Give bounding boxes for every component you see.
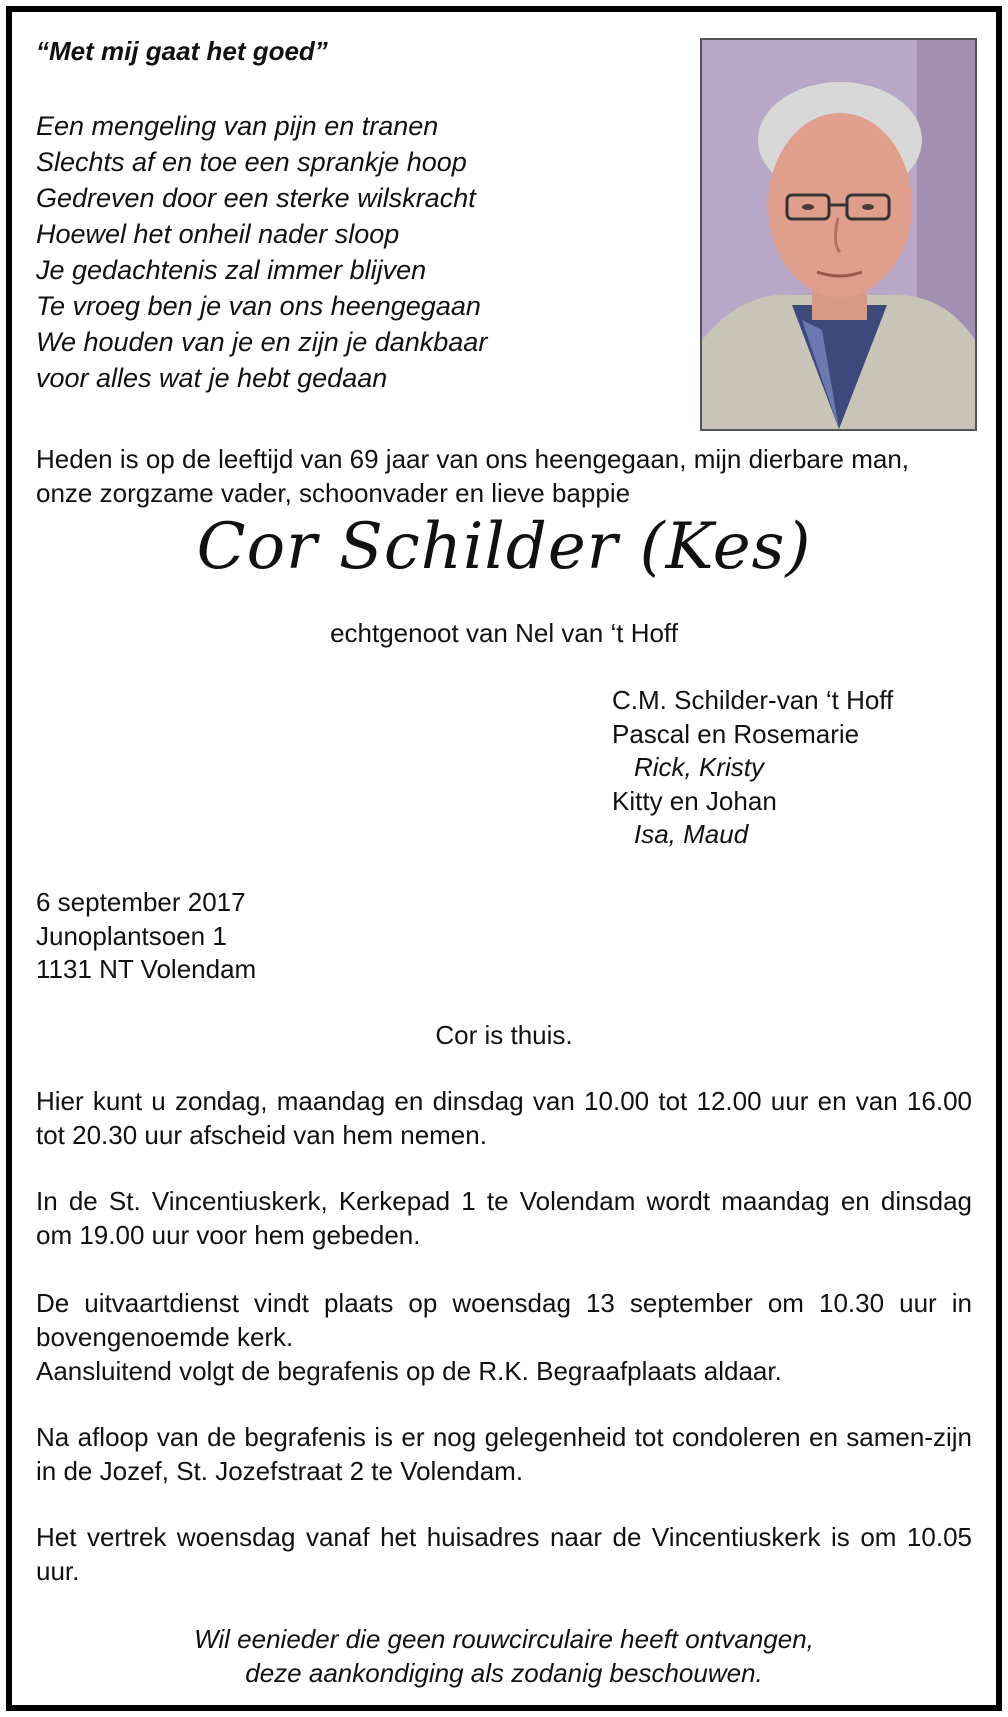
poem-line: We houden van je en zijn je dankbaar xyxy=(36,327,488,357)
poem-line: Je gedachtenis zal immer blijven xyxy=(36,255,427,285)
family-member: Pascal en Rosemarie xyxy=(612,718,860,749)
family-member: C.M. Schilder-van ‘t Hoff xyxy=(612,685,894,715)
burial-line: Aansluitend volgt de begrafenis op de R.K. Begraafplaats aldaar. xyxy=(36,1356,782,1386)
closing-line: deze aankondiging als zodanig beschouwen. xyxy=(245,1658,763,1688)
intro-line: Heden is op de leeftijd van 69 jaar van ons heengegaan, mijn dierbare man, xyxy=(36,444,910,474)
intro-line: onze zorgzame vader, schoonvader en lieve bappie xyxy=(36,478,631,508)
departure-paragraph: Het vertrek woensdag vanaf het huisadres naar de Vincentiuskerk is om 10.05 uur. xyxy=(36,1522,972,1586)
grandchildren: Rick, Kristy xyxy=(634,752,764,782)
at-home-line: Cor is thuis. xyxy=(435,1020,573,1050)
address-block xyxy=(36,886,256,987)
poem-line: Hoewel het onheil nader sloop xyxy=(36,219,400,249)
poem-title: “Met mij gaat het goed” xyxy=(36,36,328,66)
spouse-line: echtgenoot van Nel van ‘t Hoff xyxy=(330,618,678,648)
closing-line: Wil eenieder die geen rouwcirculaire heeft ontvangen, xyxy=(194,1624,814,1654)
closing-note xyxy=(0,1622,1008,1690)
visiting-paragraph: Hier kunt u zondag, maandag en dinsdag van 10.00 tot 12.00 uur en van 16.00 tot 20.30 uur afscheid van hem nemen. xyxy=(36,1086,972,1150)
service-line: De uitvaartdienst vindt plaats op woensdag 13 september om 10.30 uur in bovengenoemde kerk. xyxy=(36,1288,972,1352)
condolence-paragraph: Na afloop van de begrafenis is er nog gelegenheid tot condoleren en samen-zijn in de Jozef, St. Jozefstraat 2 te Volendam. xyxy=(36,1422,972,1486)
date: 6 september 2017 xyxy=(36,887,246,917)
street: Junoplantsoen 1 xyxy=(36,920,227,951)
service-paragraph xyxy=(36,1286,972,1388)
intro-text xyxy=(36,442,976,510)
poem xyxy=(36,108,487,396)
poem-line: Gedreven door een sterke wilskracht xyxy=(36,183,476,213)
deceased-name: Cor Schilder (Kes) xyxy=(196,510,812,584)
grandchildren: Isa, Maud xyxy=(634,819,749,849)
city: 1131 NT Volendam xyxy=(36,954,257,984)
family-member: Kitty en Johan xyxy=(612,785,777,816)
portrait-photo xyxy=(700,38,977,431)
family-list xyxy=(612,684,893,852)
poem-line: Slechts af en toe een sprankje hoop xyxy=(36,147,467,177)
prayer-paragraph: In de St. Vincentiuskerk, Kerkepad 1 te Volendam wordt maandag en dinsdag om 19.00 uur voor hem gebeden. xyxy=(36,1186,972,1250)
poem-line: Te vroeg ben je van ons heengegaan xyxy=(36,291,481,321)
poem-line: voor alles wat je hebt gedaan xyxy=(36,363,388,393)
poem-line: Een mengeling van pijn en tranen xyxy=(36,111,439,141)
